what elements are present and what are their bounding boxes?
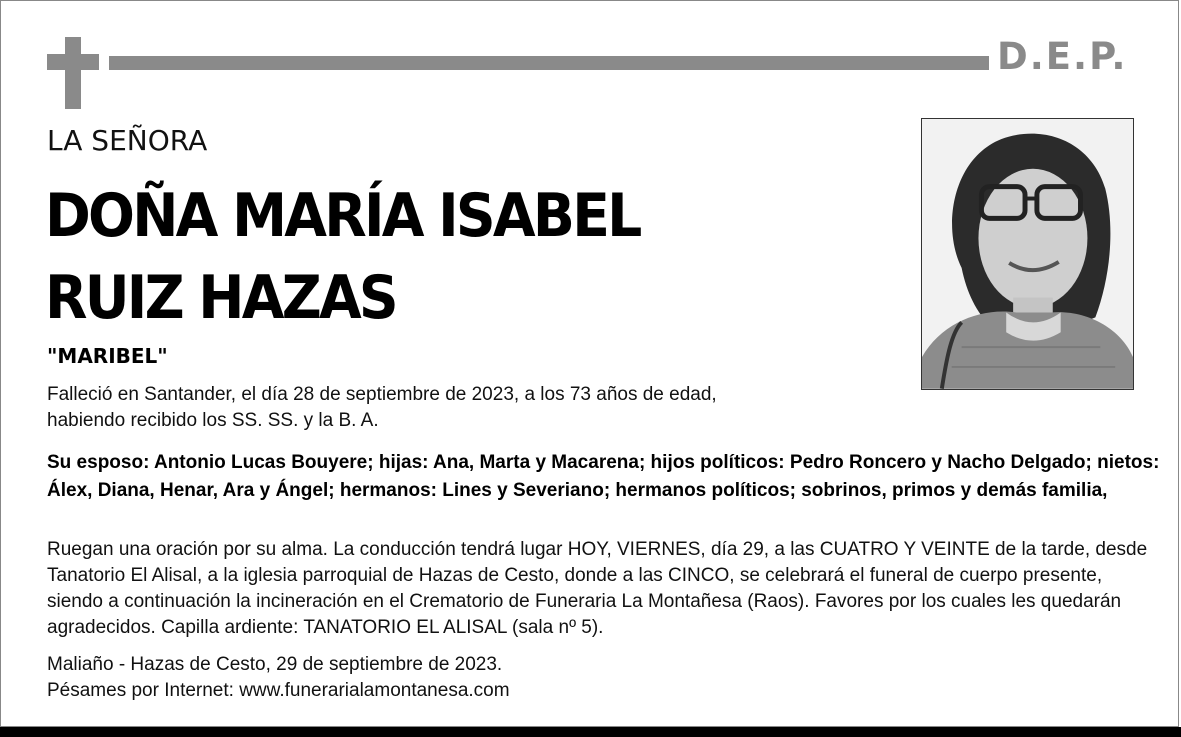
death-notice-line-2: habiendo recibido los SS. SS. y la B. A. xyxy=(47,410,379,431)
condolences-url: Pésames por Internet: www.funerarialamontanesa.com xyxy=(47,680,510,701)
title-label: LA SEÑORA xyxy=(47,124,208,157)
death-notice-line-1: Falleció en Santander, el día 28 de septiembre de 2023, a los 73 años de edad, xyxy=(47,384,717,405)
name-line-1: DOÑA MARÍA ISABEL xyxy=(45,181,640,251)
family-list: Su esposo: Antonio Lucas Bouyere; hijas: Ana, Marta y Macarena; hijos políticos: Pedro Roncero y Nacho Delgado; nietos: Álex, Diana, Henar, Ara y Ángel; hermanos: Lines y Severiano; hermanos políticos; sobrinos, primos y demás familia, xyxy=(47,452,1160,501)
death-notice xyxy=(47,382,847,434)
header-rule xyxy=(109,56,989,70)
name-line-2: RUIZ HAZAS xyxy=(45,263,396,333)
nickname: "MARIBEL" xyxy=(47,344,168,368)
place-date: Maliaño - Hazas de Cesto, 29 de septiembre de 2023. xyxy=(47,654,503,675)
service-details: Ruegan una oración por su alma. La conducción tendrá lugar HOY, VIERNES, día 29, a las CUATRO Y VEINTE de la tarde, desde Tanatorio El Alisal, a la iglesia parroquial de Hazas de Cesto, donde a las CINCO, se celebrará el funeral de cuerpo presente, siendo a continuación la incineración en el Crematorio de Funeraria La Montañesa (Raos). Favores por los cuales les quedarán agradecidos. Capilla ardiente: TANATORIO EL ALISAL (sala nº 5). xyxy=(47,539,1148,638)
deceased-name xyxy=(45,175,836,339)
bottom-border xyxy=(0,727,1181,737)
dep-label: D.E.P. xyxy=(997,35,1128,78)
portrait-photo xyxy=(921,118,1134,390)
footer xyxy=(47,652,847,704)
